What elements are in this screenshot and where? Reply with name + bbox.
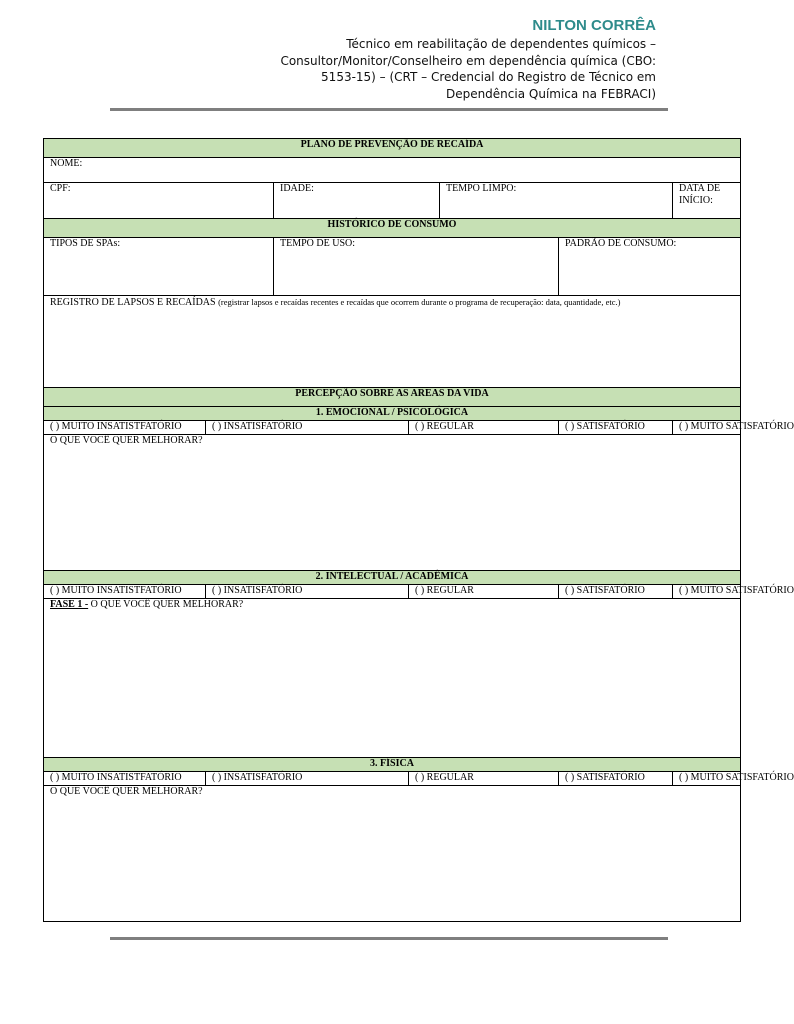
field-registro-lapsos[interactable] xyxy=(44,296,741,388)
rating-muito-insatisfatorio[interactable]: ( ) MUITO INSATISTFATÓRIO xyxy=(44,585,206,599)
area-emocional-answer[interactable] xyxy=(44,435,741,571)
form-title: PLANO DE PREVENÇÃO DE RECAÍDA xyxy=(44,139,741,158)
author-credential-line-4: Dependência Química na FEBRACI) xyxy=(445,86,656,101)
rating-regular[interactable]: ( ) REGULAR xyxy=(409,421,559,435)
rating-muito-satisfatorio[interactable]: ( ) MUITO SATISFATÓRIO xyxy=(673,772,741,786)
field-tempo-uso-label: TEMPO DE USO: xyxy=(280,238,356,249)
header-divider xyxy=(110,108,668,111)
field-data-inicio[interactable] xyxy=(673,183,741,219)
field-nome[interactable] xyxy=(44,158,741,183)
field-padrao-consumo-label: PADRÃO DE CONSUMO: xyxy=(565,238,677,249)
rating-satisfatorio[interactable]: ( ) SATISFATÓRIO xyxy=(559,421,673,435)
area-fisica-title: 3. FÍSICA xyxy=(44,758,741,772)
author-credential-line-3: 5153-15) – (CRT – Credencial do Registro de Técnico em xyxy=(321,70,656,84)
section-percepcao-title: PERCEPÇÃO SOBRE AS AREAS DA VIDA xyxy=(44,388,741,407)
area-intelectual-title: 2. INTELECTUAL / ACADÊMICA xyxy=(44,571,741,585)
author-credential-line-1: Técnico em reabilitação de dependentes químicos – xyxy=(346,37,656,51)
field-data-inicio-label: DATA DE INÍCIO: xyxy=(679,183,721,206)
field-tempo-limpo-label: TEMPO LIMPO: xyxy=(446,183,517,194)
question-label: O QUE VOCÊ QUER MELHORAR? xyxy=(90,599,244,610)
registro-note: (registrar lapsos e recaídas recentes e recaídas que ocorrem durante o programa de recuperação: data, quantidade, etc.) xyxy=(218,297,621,307)
area-emocional-title: 1. EMOCIONAL / PSICOLÓGICA xyxy=(44,407,741,421)
rating-insatisfatorio[interactable]: ( ) INSATISFATÓRIO xyxy=(206,585,409,599)
field-tempo-uso[interactable] xyxy=(274,238,559,296)
field-idade[interactable] xyxy=(274,183,440,219)
field-tipos-spas[interactable] xyxy=(44,238,274,296)
rating-muito-satisfatorio[interactable]: ( ) MUITO SATISFATÓRIO xyxy=(673,585,741,599)
fase-label: FASE 1 - xyxy=(50,599,89,610)
question-label: O QUE VOCÊ QUER MELHORAR? xyxy=(50,786,203,797)
field-idade-label: IDADE: xyxy=(280,183,314,194)
rating-insatisfatorio[interactable]: ( ) INSATISFATÓRIO xyxy=(206,421,409,435)
footer-divider xyxy=(110,937,668,940)
rating-regular[interactable]: ( ) REGULAR xyxy=(409,772,559,786)
area-intelectual-answer[interactable] xyxy=(44,599,741,758)
field-cpf[interactable] xyxy=(44,183,274,219)
field-tempo-limpo[interactable] xyxy=(440,183,673,219)
relapse-prevention-form xyxy=(43,138,794,922)
author-credential-line-2: Consultor/Monitor/Conselheiro em dependência química (CBO: xyxy=(280,53,656,68)
rating-insatisfatorio[interactable]: ( ) INSATISFATÓRIO xyxy=(206,772,409,786)
author-name: NILTON CORRÊA xyxy=(532,17,656,34)
rating-muito-insatisfatorio[interactable]: ( ) MUITO INSATISTFATÓRIO xyxy=(44,421,206,435)
field-cpf-label: CPF: xyxy=(50,183,71,194)
field-padrao-consumo[interactable] xyxy=(559,238,741,296)
field-tipos-spas-label: TIPOS DE SPAs: xyxy=(50,238,121,249)
registro-label: REGISTRO DE LAPSOS E RECAÍDAS xyxy=(50,297,216,308)
rating-satisfatorio[interactable]: ( ) SATISFATÓRIO xyxy=(559,585,673,599)
rating-muito-satisfatorio[interactable]: ( ) MUITO SATISFATÓRIO xyxy=(673,421,741,435)
field-nome-label: NOME: xyxy=(50,158,83,169)
question-label: O QUE VOCÊ QUER MELHORAR? xyxy=(50,435,203,446)
rating-satisfatorio[interactable]: ( ) SATISFATÓRIO xyxy=(559,772,673,786)
rating-muito-insatisfatorio[interactable]: ( ) MUITO INSATISTFATÓRIO xyxy=(44,772,206,786)
section-historico-title: HISTÓRICO DE CONSUMO xyxy=(44,219,741,238)
area-fisica-answer[interactable] xyxy=(44,786,741,922)
letterhead xyxy=(236,16,656,102)
rating-regular[interactable]: ( ) REGULAR xyxy=(409,585,559,599)
